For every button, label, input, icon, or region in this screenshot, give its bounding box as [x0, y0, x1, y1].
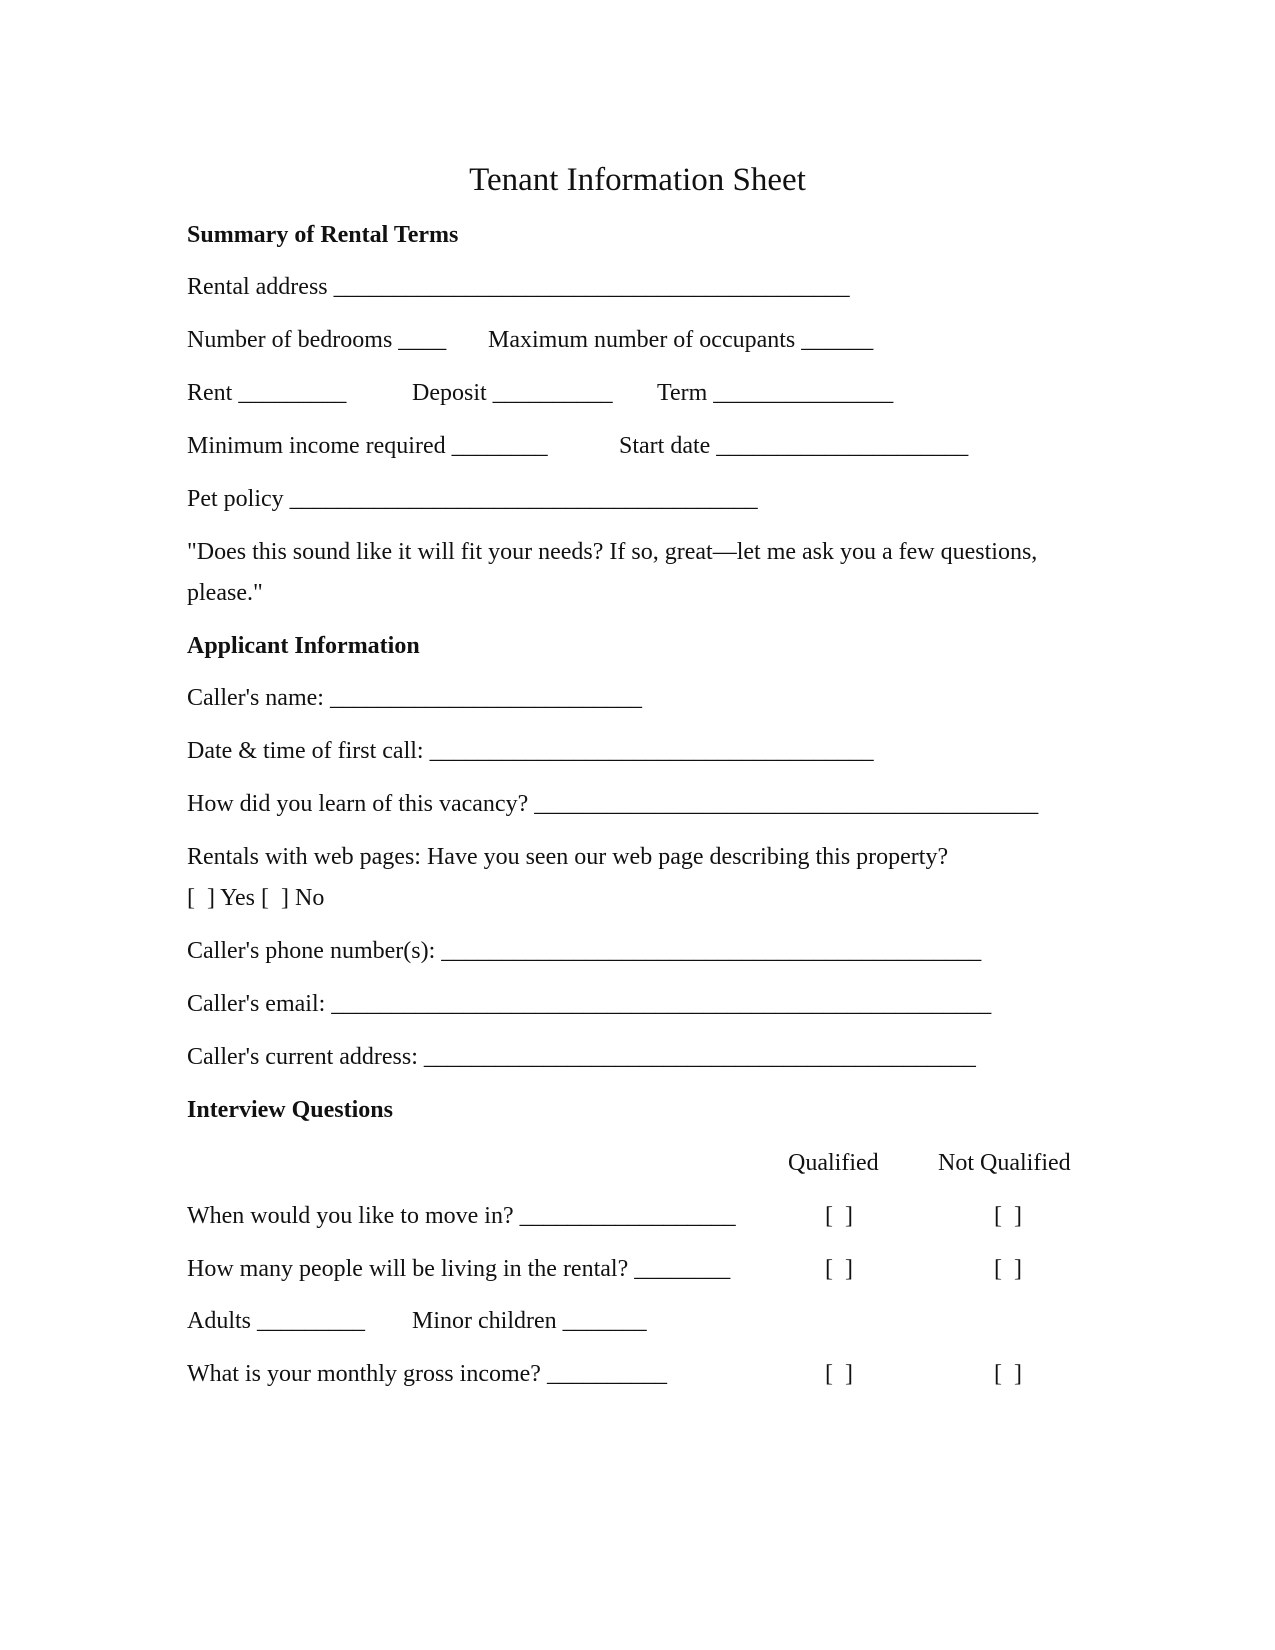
income-not-qualified-checkbox[interactable]: [ ] — [994, 1361, 1022, 1387]
phone-number-field[interactable]: Caller's phone number(s): _____________________________________________ — [187, 938, 982, 964]
web-page-question: Rentals with web pages: Have you seen our web page describing this property? — [187, 844, 949, 870]
move-in-question[interactable]: When would you like to move in? __________________ — [187, 1203, 736, 1229]
column-header-qualified: Qualified — [788, 1150, 879, 1176]
pet-policy-field[interactable]: Pet policy _______________________________________ — [187, 486, 758, 512]
learn-of-vacancy-field[interactable]: How did you learn of this vacancy? __________________________________________ — [187, 791, 1039, 817]
people-not-qualified-checkbox[interactable]: [ ] — [994, 1256, 1022, 1282]
move-in-not-qualified-checkbox[interactable]: [ ] — [994, 1203, 1022, 1229]
section-heading-interview: Interview Questions — [187, 1097, 393, 1123]
minor-children-field[interactable]: Minor children _______ — [412, 1308, 647, 1334]
rental-address-field[interactable]: Rental address ___________________________________________ — [187, 274, 850, 300]
term-field[interactable]: Term _______________ — [657, 380, 894, 406]
max-occupants-field[interactable]: Maximum number of occupants ______ — [488, 327, 874, 353]
current-address-field[interactable]: Caller's current address: ______________________________________________ — [187, 1044, 976, 1070]
people-living-question[interactable]: How many people will be living in the rental? ________ — [187, 1256, 731, 1282]
monthly-income-question[interactable]: What is your monthly gross income? __________ — [187, 1361, 667, 1387]
start-date-field[interactable]: Start date _____________________ — [619, 433, 969, 459]
rent-field[interactable]: Rent _________ — [187, 380, 347, 406]
min-income-field[interactable]: Minimum income required ________ — [187, 433, 548, 459]
date-time-first-call-field[interactable]: Date & time of first call: _____________________________________ — [187, 738, 874, 764]
section-heading-summary: Summary of Rental Terms — [187, 222, 459, 248]
callers-name-field[interactable]: Caller's name: __________________________ — [187, 685, 642, 711]
email-field[interactable]: Caller's email: _______________________________________________________ — [187, 991, 992, 1017]
adults-field[interactable]: Adults _________ — [187, 1308, 366, 1334]
bedrooms-field[interactable]: Number of bedrooms ____ — [187, 327, 447, 353]
people-qualified-checkbox[interactable]: [ ] — [825, 1256, 853, 1282]
deposit-field[interactable]: Deposit __________ — [412, 380, 613, 406]
script-quote-line-1: "Does this sound like it will fit your needs? If so, great—let me ask you a few questions, — [187, 539, 1038, 565]
section-heading-applicant: Applicant Information — [187, 633, 420, 659]
page-title: Tenant Information Sheet — [469, 162, 806, 198]
web-page-yes-no-checkboxes[interactable]: [ ] Yes [ ] No — [187, 885, 325, 911]
income-qualified-checkbox[interactable]: [ ] — [825, 1361, 853, 1387]
move-in-qualified-checkbox[interactable]: [ ] — [825, 1203, 853, 1229]
script-quote-line-2: please." — [187, 580, 263, 606]
column-header-not-qualified: Not Qualified — [938, 1150, 1071, 1176]
